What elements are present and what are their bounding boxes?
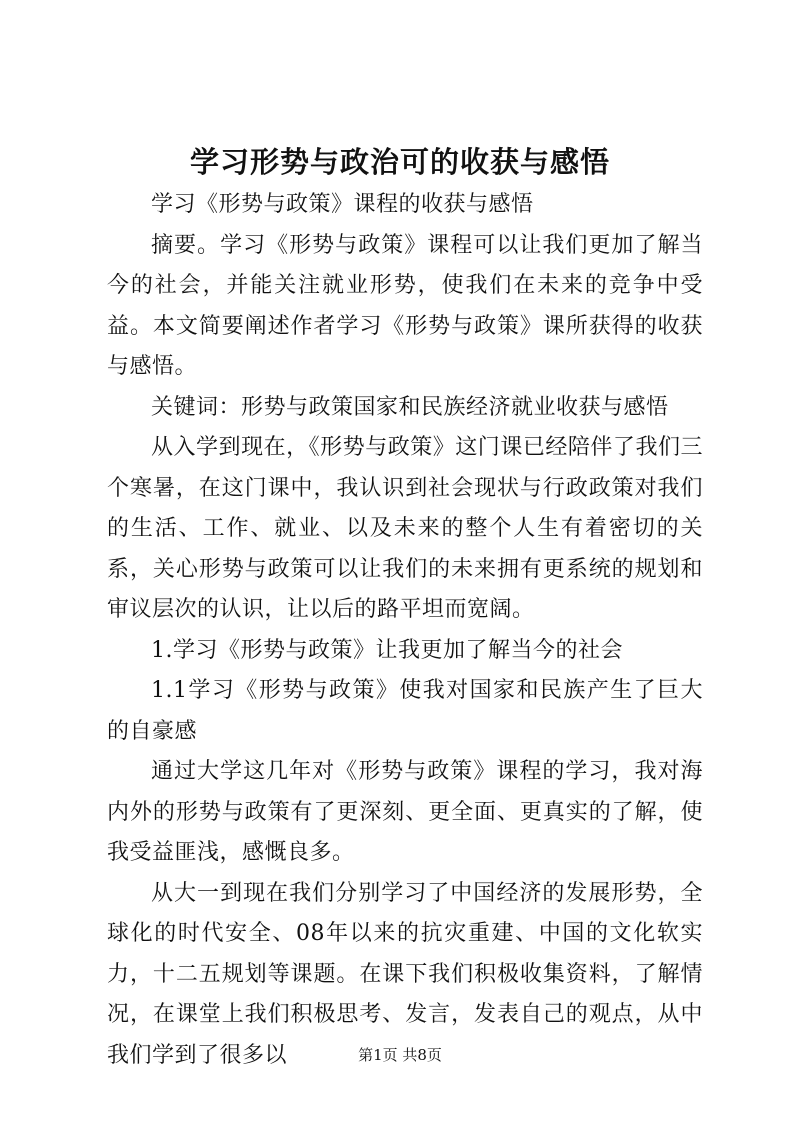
intro-paragraph: 从入学到现在，《形势与政策》这门课已经陪伴了我们三个寒暑，在这门课中，我认识到社会现状与行政政策对我们的生活、工作、就业、以及未来的整个人生有着密切的关系，关心形势与政策可以让我们的未来拥有更系统的规划和审议层次的认识，让以后的路平坦而宽阔。	[107, 435, 703, 622]
body-paragraph: 从大一到现在我们分别学习了中国经济的发展形势，全球化的时代安全、08年以来的抗灾重建、中国的文化软实力，十二五规划等课题。在课下我们积极收集资料，了解情况，在课堂上我们积极思考、发言，发表自己的观点，从中我们学到了很多以	[107, 880, 703, 1068]
subtitle-paragraph: 学习《形势与政策》课程的收获与感悟	[151, 192, 534, 217]
abstract-paragraph: 摘要。学习《形势与政策》课程可以让我们更加了解当今的社会，并能关注就业形势，使我们在未来的竞争中受益。本文简要阐述作者学习《形势与政策》课所获得的收获与感悟。	[107, 232, 703, 379]
page-footer: 第1页 共8页	[358, 1046, 442, 1064]
section-heading-1-1: 1.1学习《形势与政策》使我对国家和民族产生了巨大的自豪感	[107, 678, 703, 744]
body-paragraph: 通过大学这几年对《形势与政策》课程的学习，我对海内外的形势与政策有了更深刻、更全面、更真实的了解，使我受益匪浅，感慨良多。	[107, 759, 703, 865]
keywords-paragraph: 关键词：形势与政策国家和民族经济就业收获与感悟	[151, 394, 669, 420]
page-title: 学习形势与政治可的收获与感悟	[189, 145, 610, 179]
section-heading-1: 1.学习《形势与政策》让我更加了解当今的社会	[151, 637, 623, 663]
document-body	[107, 185, 703, 1076]
